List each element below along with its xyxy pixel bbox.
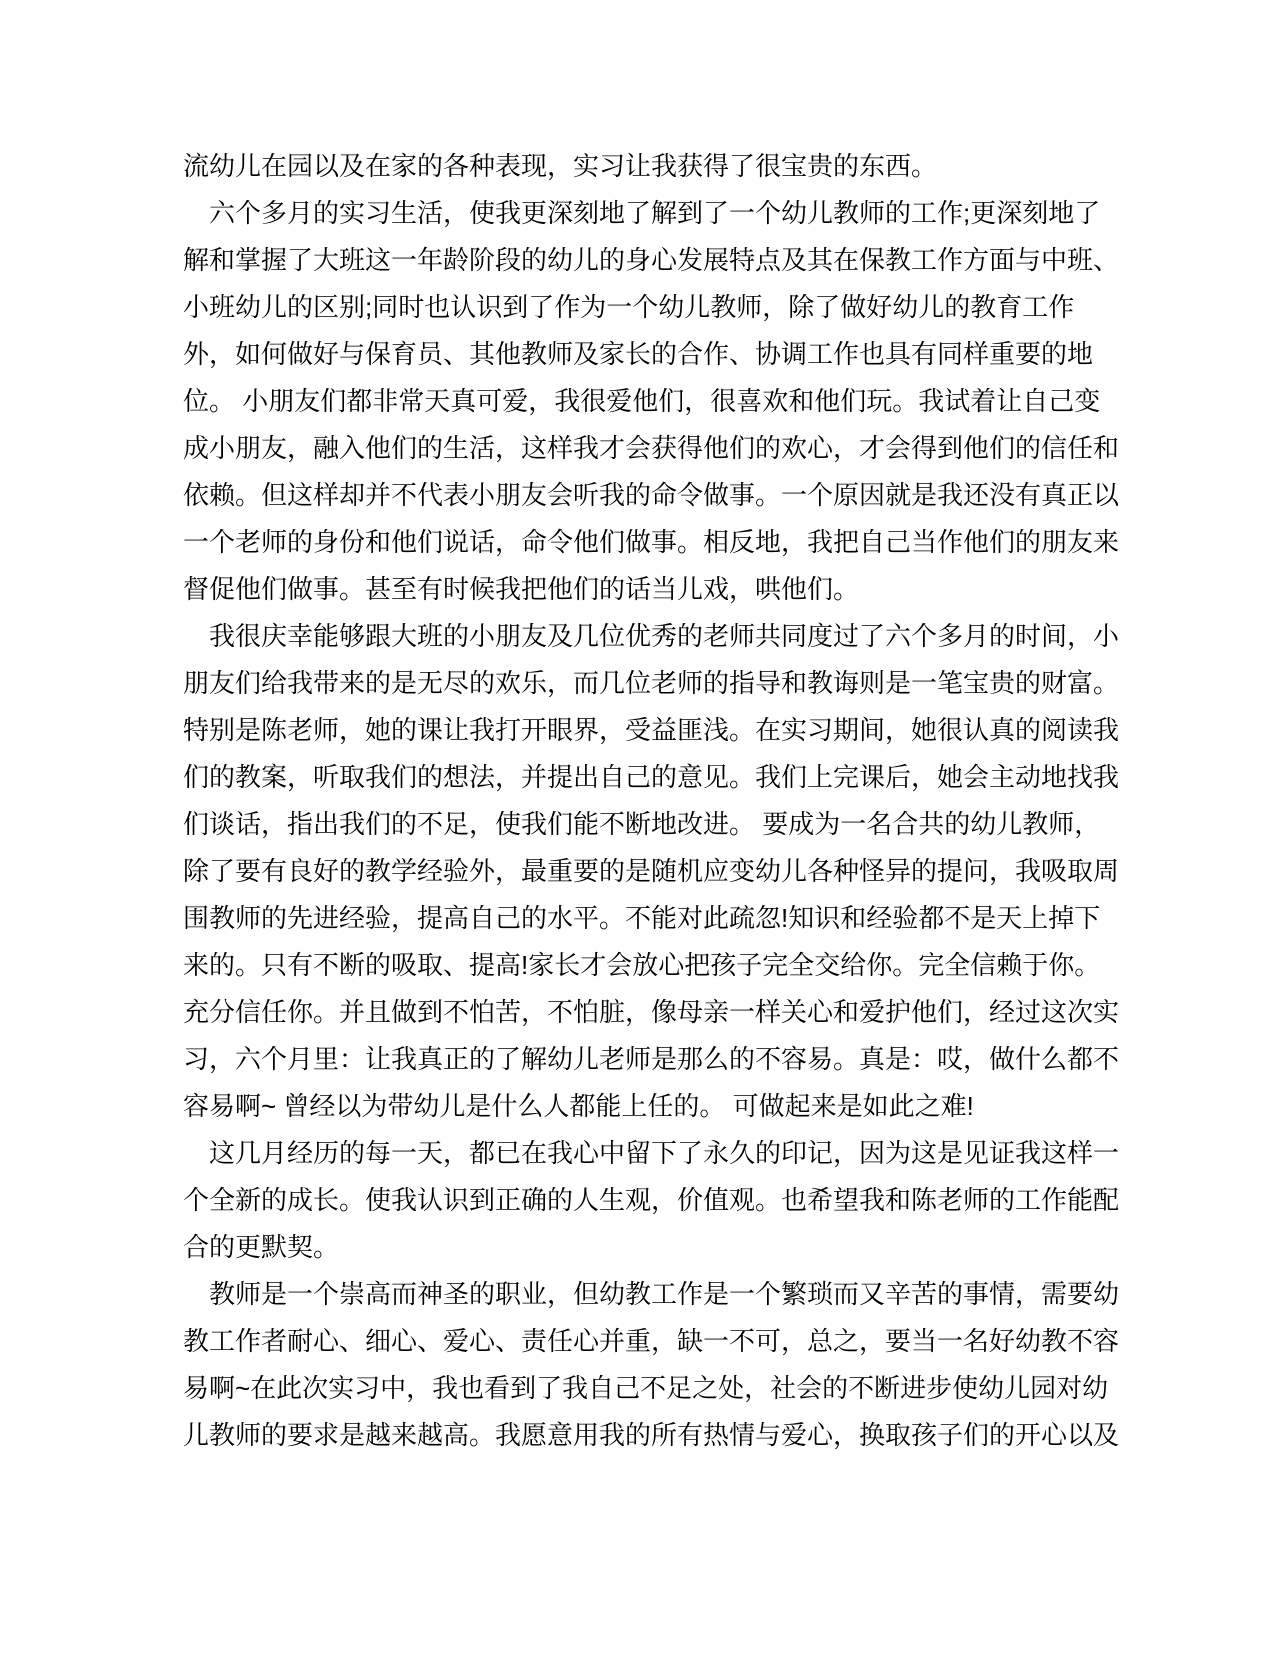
text-line: 除了要有良好的教学经验外，最重要的是随机应变幼儿各种怪异的提问，我吸取周 xyxy=(183,856,1120,886)
paragraph xyxy=(183,1271,1123,1459)
text-line: 们谈话，指出我们的不足，使我们能不断地改进。 要成为一名合共的幼儿教师， xyxy=(183,809,1101,839)
text-line: 位。 小朋友们都非常天真可爱，我很爱他们，很喜欢和他们玩。我试着让自己变 xyxy=(183,386,1101,416)
text-line: 特别是陈老师，她的课让我打开眼界，受益匪浅。在实习期间，她很认真的阅读我 xyxy=(183,715,1120,745)
text-line: 小班幼儿的区别;同时也认识到了作为一个幼儿教师，除了做好幼儿的教育工作 xyxy=(183,292,1075,322)
text-line: 教师是一个崇高而神圣的职业，但幼教工作是一个繁琐而又辛苦的事情，需要幼 xyxy=(209,1279,1120,1309)
text-line: 朋友们给我带来的是无尽的欢乐，而几位老师的指导和教诲则是一笔宝贵的财富。 xyxy=(183,668,1120,698)
text-line: 充分信任你。并且做到不怕苦，不怕脏，像母亲一样关心和爱护他们，经过这次实 xyxy=(183,997,1120,1027)
paragraph xyxy=(183,143,1123,190)
text-line: 来的。只有不断的吸取、提高!家长才会放心把孩子完全交给你。完全信赖于你。 xyxy=(183,950,1101,980)
text-line: 易啊~在此次实习中，我也看到了我自己不足之处，社会的不断进步使幼儿园对幼 xyxy=(183,1373,1109,1403)
text-line: 这几月经历的每一天，都已在我心中留下了永久的印记，因为这是见证我这样一 xyxy=(209,1138,1120,1168)
text-line: 习，六个月里：让我真正的了解幼儿老师是那么的不容易。真是：哎，做什么都不 xyxy=(183,1044,1120,1074)
text-line: 一个老师的身份和他们说话，命令他们做事。相反地，我把自己当作他们的朋友来 xyxy=(183,527,1120,557)
text-line: 督促他们做事。甚至有时候我把他们的话当儿戏，哄他们。 xyxy=(183,574,860,604)
text-line: 我很庆幸能够跟大班的小朋友及几位优秀的老师共同度过了六个多月的时间，小 xyxy=(209,621,1120,651)
paragraph xyxy=(183,190,1123,613)
text-line: 们的教案，听取我们的想法，并提出自己的意见。我们上完课后，她会主动地找我 xyxy=(183,762,1120,792)
paragraph xyxy=(183,613,1123,1130)
text-line: 容易啊~ 曾经以为带幼儿是什么人都能上任的。 可做起来是如此之难! xyxy=(183,1091,974,1121)
text-line: 合的更默契。 xyxy=(183,1232,340,1262)
text-line: 六个多月的实习生活，使我更深刻地了解到了一个幼儿教师的工作;更深刻地了 xyxy=(209,198,1101,228)
text-line: 解和掌握了大班这一年龄阶段的幼儿的身心发展特点及其在保教工作方面与中班、 xyxy=(183,245,1120,275)
text-line: 成小朋友，融入他们的生活，这样我才会获得他们的欢心，才会得到他们的信任和 xyxy=(183,433,1120,463)
text-line: 依赖。但这样却并不代表小朋友会听我的命令做事。一个原因就是我还没有真正以 xyxy=(183,480,1120,510)
text-line: 个全新的成长。使我认识到正确的人生观，价值观。也希望我和陈老师的工作能配 xyxy=(183,1185,1120,1215)
text-line: 围教师的先进经验，提高自己的水平。不能对此疏忽!知识和经验都不是天上掉下 xyxy=(183,903,1101,933)
paragraph xyxy=(183,1130,1123,1271)
text-line: 儿教师的要求是越来越高。我愿意用我的所有热情与爱心，换取孩子们的开心以及 xyxy=(183,1420,1120,1450)
text-line: 外，如何做好与保育员、其他教师及家长的合作、协调工作也具有同样重要的地 xyxy=(183,339,1094,369)
text-line: 流幼儿在园以及在家的各种表现，实习让我获得了很宝贵的东西。 xyxy=(183,151,938,181)
text-line: 教工作者耐心、细心、爱心、责任心并重，缺一不可，总之，要当一名好幼教不容 xyxy=(183,1326,1120,1356)
document-text-body xyxy=(183,143,1123,1459)
